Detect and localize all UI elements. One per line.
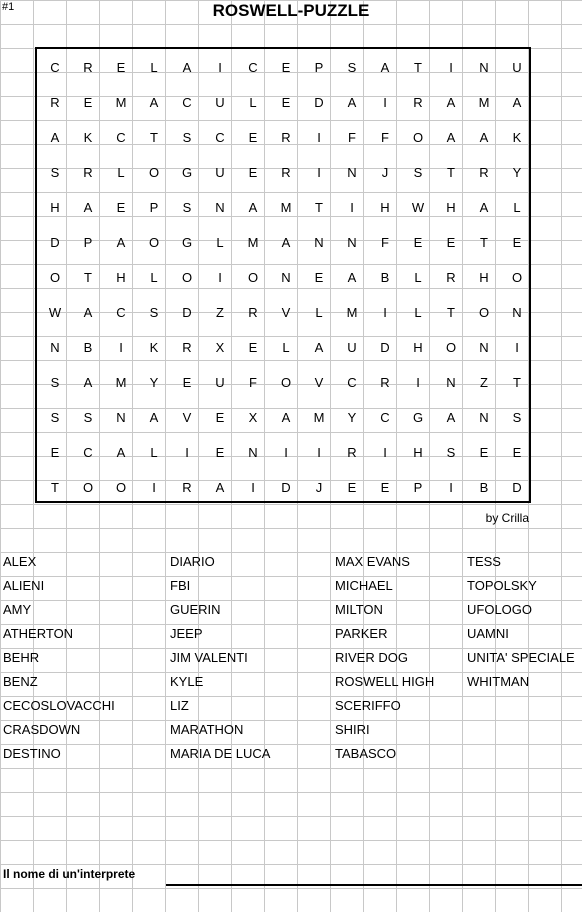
grid-letter[interactable]: A [83, 305, 93, 320]
grid-letter[interactable]: K [83, 130, 93, 145]
grid-letter[interactable]: E [512, 235, 522, 250]
sheet-number: #1 [2, 1, 15, 13]
word-list-item: SCERIFFO [335, 698, 401, 713]
word-list-item: UAMNI [467, 626, 509, 641]
grid-letter[interactable]: O [247, 270, 259, 285]
grid-letter[interactable]: C [83, 445, 93, 460]
grid-letter[interactable]: I [317, 445, 321, 460]
word-list-item: RIVER DOG [335, 650, 408, 665]
word-list-item: ALIENI [3, 578, 45, 593]
grid-letter[interactable]: Z [480, 375, 488, 390]
grid-letter[interactable]: U [347, 340, 357, 355]
grid-letter[interactable]: A [479, 130, 489, 145]
grid-letter[interactable]: V [281, 305, 291, 320]
grid-letter[interactable]: E [413, 235, 423, 250]
grid-letter[interactable]: J [315, 480, 323, 495]
grid-letter[interactable]: A [149, 410, 159, 425]
author-byline: by Crilla [485, 511, 529, 525]
grid-letter[interactable]: A [248, 200, 258, 215]
grid-letter[interactable]: L [282, 340, 290, 355]
grid-letter[interactable]: H [413, 340, 423, 355]
grid-letter[interactable]: E [347, 480, 357, 495]
grid-letter[interactable]: Y [512, 165, 522, 180]
grid-letter[interactable]: B [380, 270, 390, 285]
grid-letter[interactable]: M [280, 200, 292, 215]
grid-letter[interactable]: E [479, 445, 489, 460]
grid-letter[interactable]: X [248, 410, 258, 425]
grid-letter[interactable]: C [380, 410, 390, 425]
grid-letter[interactable]: O [148, 235, 160, 250]
grid-letter[interactable]: R [380, 375, 390, 390]
grid-letter[interactable]: I [317, 165, 321, 180]
grid-letter[interactable]: C [116, 305, 126, 320]
grid-letter[interactable]: R [479, 165, 489, 180]
grid-letter[interactable]: I [350, 200, 354, 215]
grid-letter[interactable]: T [447, 165, 455, 180]
word-list-item: GUERIN [170, 602, 221, 617]
grid-letter[interactable]: H [50, 200, 60, 215]
grid-letter[interactable]: D [50, 235, 60, 250]
grid-letter[interactable]: N [479, 410, 489, 425]
grid-letter[interactable]: E [314, 270, 324, 285]
grid-letter[interactable]: A [446, 410, 456, 425]
grid-letter[interactable]: F [249, 375, 257, 390]
grid-letter[interactable]: A [347, 95, 357, 110]
word-list-item: MARIA DE LUCA [170, 746, 271, 761]
grid-letter[interactable]: L [150, 270, 158, 285]
word-list-item: DIARIO [170, 554, 215, 569]
grid-letter[interactable]: H [380, 200, 390, 215]
grid-letter[interactable]: A [512, 95, 522, 110]
grid-letter[interactable]: S [512, 410, 522, 425]
grid-letter[interactable]: E [446, 235, 456, 250]
grid-letter[interactable]: W [411, 200, 425, 215]
grid-letter[interactable]: G [181, 235, 193, 250]
word-list-item: JIM VALENTI [170, 650, 248, 665]
grid-letter[interactable]: D [380, 340, 390, 355]
grid-letter[interactable]: H [479, 270, 489, 285]
grid-letter[interactable]: T [447, 305, 455, 320]
grid-letter[interactable]: B [479, 480, 489, 495]
grid-letter[interactable]: I [185, 445, 189, 460]
grid-letter[interactable]: S [50, 375, 60, 390]
grid-letter[interactable]: B [83, 340, 93, 355]
grid-letter[interactable]: S [182, 130, 192, 145]
grid-letter[interactable]: A [281, 235, 291, 250]
grid-letter[interactable]: M [478, 95, 490, 110]
grid-letter[interactable]: O [445, 340, 457, 355]
grid-letter[interactable]: E [116, 60, 126, 75]
grid-letter[interactable]: U [215, 165, 225, 180]
word-list-item: TABASCO [335, 746, 397, 761]
word-list-item: PARKER [335, 626, 388, 641]
grid-letter[interactable]: N [479, 60, 489, 75]
puzzle-title: ROSWELL-PUZZLE [212, 1, 370, 20]
grid-letter[interactable]: A [314, 340, 324, 355]
grid-letter[interactable]: X [215, 340, 225, 355]
grid-letter[interactable]: N [512, 305, 522, 320]
grid-letter[interactable]: C [347, 375, 357, 390]
grid-letter[interactable]: D [182, 305, 192, 320]
word-list-item: BEHR [3, 650, 40, 665]
grid-letter[interactable]: I [449, 480, 453, 495]
word-list-item: UNITA' SPECIALE [467, 650, 575, 665]
grid-letter[interactable]: N [281, 270, 291, 285]
grid-letter[interactable]: T [414, 60, 422, 75]
grid-letter[interactable]: E [248, 130, 258, 145]
grid-letter[interactable]: F [381, 235, 389, 250]
word-list-item: WHITMAN [467, 674, 530, 689]
grid-letter[interactable]: T [480, 235, 488, 250]
word-list-item: JEEP [170, 626, 203, 641]
grid-letter[interactable]: C [248, 60, 258, 75]
grid-letter[interactable]: F [381, 130, 389, 145]
grid-letter[interactable]: R [281, 165, 291, 180]
grid-letter[interactable]: C [215, 130, 225, 145]
word-list-item: SHIRI [335, 722, 370, 737]
grid-letter[interactable]: M [115, 95, 127, 110]
letter-grid [35, 47, 531, 503]
grid-letter[interactable]: N [215, 200, 225, 215]
word-list-item: AMY [3, 602, 32, 617]
grid-letter[interactable]: A [446, 130, 456, 145]
grid-letter[interactable]: R [50, 95, 60, 110]
grid-letter[interactable]: C [182, 95, 192, 110]
word-list-item: ROSWELL HIGH [335, 674, 435, 689]
grid-letter[interactable]: N [347, 165, 357, 180]
grid-letter[interactable]: K [512, 130, 522, 145]
word-list-item: MAX EVANS [335, 554, 410, 569]
grid-letter[interactable]: I [449, 60, 453, 75]
grid-letter[interactable]: A [215, 480, 225, 495]
grid-letter[interactable]: E [248, 340, 258, 355]
grid-letter[interactable]: L [150, 60, 158, 75]
grid-letter[interactable]: L [414, 305, 422, 320]
grid-letter[interactable]: N [248, 445, 258, 460]
grid-letter[interactable]: O [511, 270, 523, 285]
grid-letter[interactable]: S [50, 165, 60, 180]
grid-letter[interactable]: Y [149, 375, 159, 390]
grid-letter[interactable]: L [315, 305, 323, 320]
grid-letter[interactable]: F [348, 130, 356, 145]
grid-letter[interactable]: D [314, 95, 324, 110]
interpreter-label: Il nome di un'interprete [3, 867, 136, 881]
grid-letter[interactable]: A [149, 95, 159, 110]
grid-letter[interactable]: A [446, 95, 456, 110]
grid-letter[interactable]: E [380, 480, 390, 495]
grid-letter[interactable]: I [383, 95, 387, 110]
grid-letter[interactable]: L [513, 200, 521, 215]
grid-letter[interactable]: I [515, 340, 519, 355]
grid-letter[interactable]: Y [347, 410, 357, 425]
grid-letter[interactable]: A [83, 375, 93, 390]
grid-letter[interactable]: A [380, 60, 390, 75]
word-list-item: DESTINO [3, 746, 61, 761]
grid-letter[interactable]: S [182, 200, 192, 215]
grid-letter[interactable]: A [347, 270, 357, 285]
grid-letter[interactable]: U [512, 60, 522, 75]
grid-letter[interactable]: O [478, 305, 490, 320]
grid-letter[interactable]: D [512, 480, 522, 495]
word-list-item: TESS [467, 554, 501, 569]
grid-letter[interactable]: R [182, 340, 192, 355]
grid-letter[interactable]: I [383, 305, 387, 320]
grid-letter[interactable]: P [149, 200, 159, 215]
grid-letter[interactable]: R [83, 60, 93, 75]
grid-letter[interactable]: T [513, 375, 521, 390]
grid-letter[interactable]: G [412, 410, 424, 425]
word-list-item: TOPOLSKY [467, 578, 537, 593]
grid-letter[interactable]: T [315, 200, 323, 215]
grid-letter[interactable]: I [383, 445, 387, 460]
grid-letter[interactable]: A [479, 200, 489, 215]
grid-letter[interactable]: O [280, 375, 292, 390]
grid-letter[interactable]: E [248, 165, 258, 180]
word-list-item: UFOLOGO [467, 602, 533, 617]
grid-letter[interactable]: A [116, 235, 126, 250]
grid-letter[interactable]: A [182, 60, 192, 75]
grid-letter[interactable]: R [281, 130, 291, 145]
word-list-item: KYLE [170, 674, 204, 689]
grid-letter[interactable]: I [152, 480, 156, 495]
grid-letter[interactable]: K [149, 340, 159, 355]
grid-letter[interactable]: O [49, 270, 61, 285]
grid-letter[interactable]: P [83, 235, 93, 250]
grid-letter[interactable]: I [218, 60, 222, 75]
grid-letter[interactable]: U [215, 95, 225, 110]
grid-letter[interactable]: G [181, 165, 193, 180]
grid-letter[interactable]: I [218, 270, 222, 285]
grid-letter[interactable]: R [248, 305, 258, 320]
grid-letter[interactable]: N [50, 340, 60, 355]
grid-letter[interactable]: T [150, 130, 158, 145]
grid-letter[interactable]: W [48, 305, 62, 320]
grid-letter[interactable]: E [281, 95, 291, 110]
grid-letter[interactable]: A [83, 200, 93, 215]
word-list-item: BENZ [3, 674, 38, 689]
grid-letter[interactable]: L [414, 270, 422, 285]
grid-letter[interactable]: I [416, 375, 420, 390]
grid-letter[interactable]: U [215, 375, 225, 390]
grid-letter[interactable]: R [182, 480, 192, 495]
grid-letter[interactable]: M [346, 305, 358, 320]
grid-letter[interactable]: L [249, 95, 257, 110]
grid-letter[interactable]: O [115, 480, 127, 495]
grid-letter[interactable]: S [347, 60, 357, 75]
grid-letter[interactable]: H [116, 270, 126, 285]
grid-letter[interactable]: L [117, 165, 125, 180]
grid-letter[interactable]: H [413, 445, 423, 460]
word-list-item: ATHERTON [3, 626, 74, 641]
grid-letter[interactable]: I [119, 340, 123, 355]
grid-letter[interactable]: I [251, 480, 255, 495]
grid-letter[interactable]: E [281, 60, 291, 75]
word-list-item: FBI [170, 578, 191, 593]
grid-letter[interactable]: J [381, 165, 389, 180]
grid-letter[interactable]: O [148, 165, 160, 180]
grid-letter[interactable]: O [412, 130, 424, 145]
grid-letter[interactable]: P [413, 480, 423, 495]
grid-letter[interactable]: E [182, 375, 192, 390]
grid-letter[interactable]: N [116, 410, 126, 425]
grid-letter[interactable]: H [446, 200, 456, 215]
grid-letter[interactable]: L [150, 445, 158, 460]
grid-letter[interactable]: E [83, 95, 93, 110]
grid-letter[interactable]: S [83, 410, 93, 425]
interpreter-answer-line[interactable] [166, 884, 582, 886]
grid-letter[interactable]: E [215, 445, 225, 460]
grid-letter[interactable]: T [51, 480, 59, 495]
grid-letter[interactable]: E [116, 200, 126, 215]
grid-letter[interactable]: R [83, 165, 93, 180]
word-list-item: CECOSLOVACCHI [3, 698, 115, 713]
grid-letter[interactable]: O [82, 480, 94, 495]
grid-letter[interactable]: C [116, 130, 126, 145]
grid-letter[interactable]: S [413, 165, 423, 180]
grid-letter[interactable]: R [446, 270, 456, 285]
grid-letter[interactable]: V [314, 375, 324, 390]
grid-letter[interactable]: M [313, 410, 325, 425]
grid-letter[interactable]: A [50, 130, 60, 145]
word-list-item: ALEX [3, 554, 37, 569]
grid-letter[interactable]: C [50, 60, 60, 75]
grid-letter[interactable]: D [281, 480, 291, 495]
grid-letter[interactable]: N [446, 375, 456, 390]
grid-letter[interactable]: S [50, 410, 60, 425]
grid-letter[interactable]: Z [216, 305, 224, 320]
grid-letter[interactable]: S [149, 305, 159, 320]
word-list-item: LIZ [170, 698, 189, 713]
grid-letter[interactable]: N [479, 340, 489, 355]
grid-letter[interactable]: R [347, 445, 357, 460]
grid-letter[interactable]: O [181, 270, 193, 285]
grid-letter[interactable]: V [182, 410, 192, 425]
grid-letter[interactable]: A [116, 445, 126, 460]
grid-letter[interactable]: N [314, 235, 324, 250]
grid-letter[interactable]: E [512, 445, 522, 460]
grid-letter[interactable]: E [50, 445, 60, 460]
word-list-item: MARATHON [170, 722, 244, 737]
grid-letter[interactable]: I [317, 130, 321, 145]
grid-letter[interactable]: L [216, 235, 224, 250]
grid-letter[interactable]: N [347, 235, 357, 250]
word-list-item: MICHAEL [335, 578, 393, 593]
grid-letter[interactable]: M [247, 235, 259, 250]
grid-letter[interactable]: R [413, 95, 423, 110]
grid-letter[interactable]: E [215, 410, 225, 425]
word-list-item: MILTON [335, 602, 383, 617]
grid-letter[interactable]: P [314, 60, 324, 75]
grid-letter[interactable]: A [281, 410, 291, 425]
grid-letter[interactable]: T [84, 270, 92, 285]
grid-letter[interactable]: S [446, 445, 456, 460]
word-list-item: CRASDOWN [3, 722, 81, 737]
grid-letter[interactable]: I [284, 445, 288, 460]
grid-letter[interactable]: M [115, 375, 127, 390]
